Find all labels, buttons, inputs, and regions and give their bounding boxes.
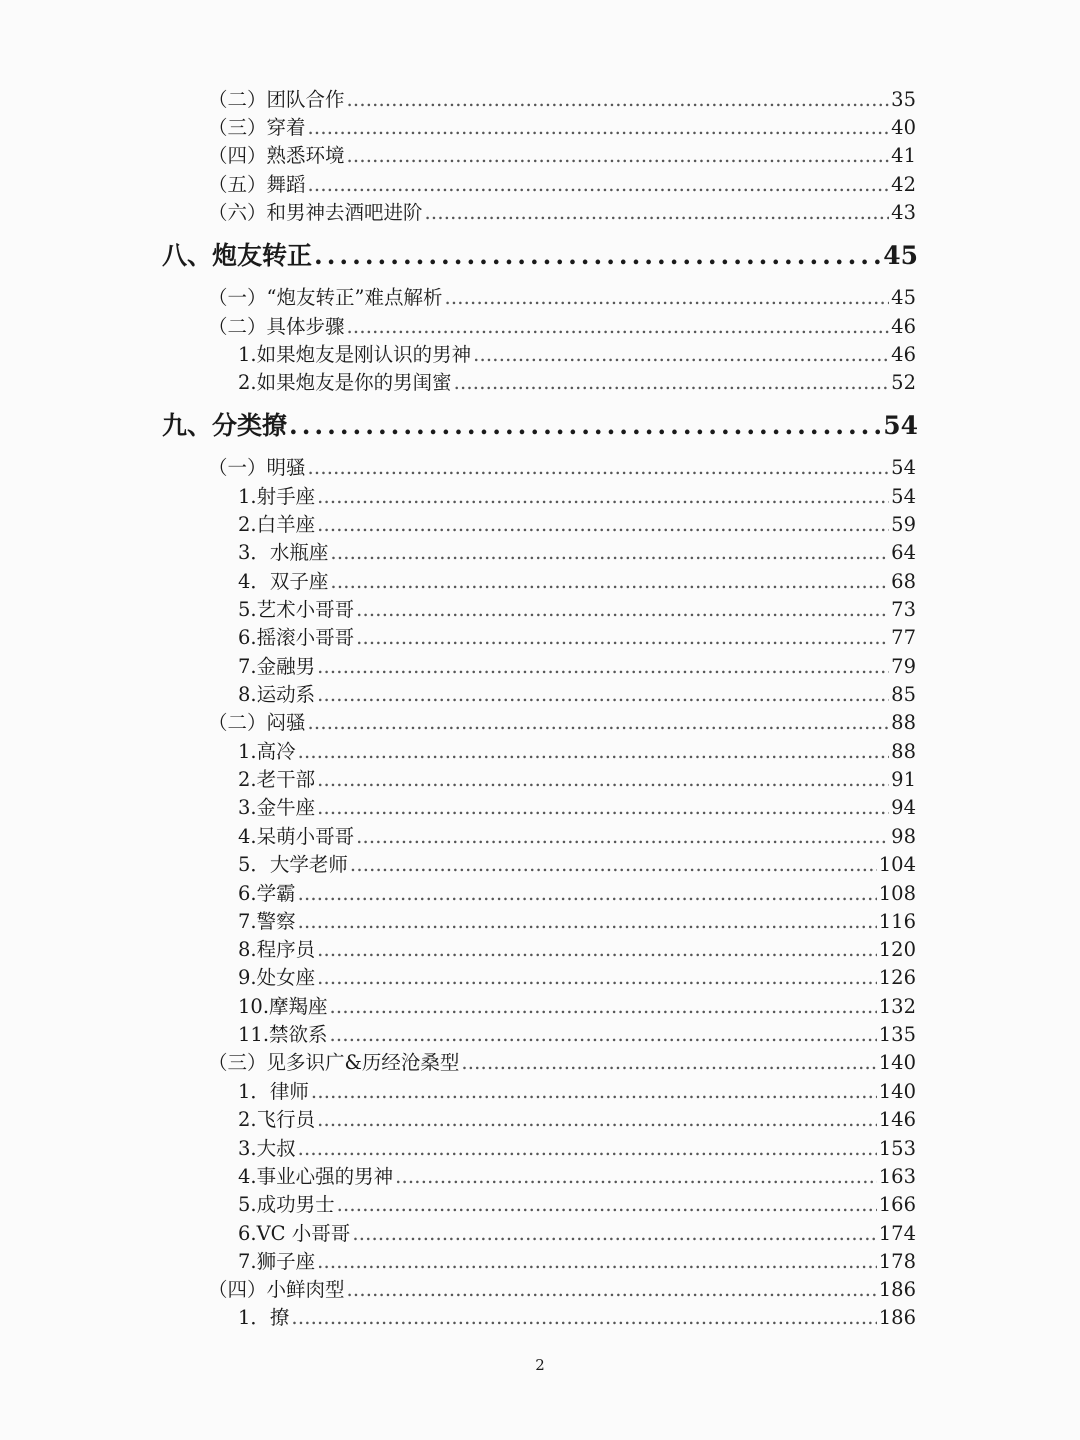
- toc-leader: [356, 596, 889, 624]
- toc-entry-page: 146: [878, 1108, 916, 1131]
- toc-leader: [314, 238, 881, 274]
- toc-entry-title: 3．水瓶座: [238, 541, 329, 564]
- toc-chapter[interactable]: [162, 238, 918, 274]
- toc-entry-page: 140: [878, 1051, 916, 1074]
- toc-leader: [330, 568, 889, 596]
- toc-entry-title: 4．双子座: [238, 570, 329, 593]
- toc-leader: [298, 880, 877, 908]
- toc-entry-title: （二）团队合作: [208, 88, 345, 111]
- toc-entry-title: （一）“炮友转正”难点解析: [208, 286, 443, 309]
- toc-entry-page: 140: [878, 1080, 916, 1103]
- toc-leader: [347, 142, 890, 170]
- toc-entry[interactable]: [238, 1191, 916, 1219]
- toc-entry-title: （五）舞蹈: [208, 173, 306, 196]
- toc-entry-page: 132: [878, 995, 916, 1018]
- toc-entry[interactable]: [208, 199, 916, 227]
- toc-leader: [308, 171, 890, 199]
- toc-leader: [337, 1191, 877, 1219]
- toc-leader: [317, 483, 889, 511]
- toc-leader: [347, 1276, 877, 1304]
- toc-leader: [317, 681, 889, 709]
- toc-leader: [347, 86, 890, 114]
- toc-leader: [454, 369, 890, 397]
- toc-entry-title: 8.程序员: [238, 938, 316, 961]
- toc-entry-title: 2.飞行员: [238, 1108, 316, 1131]
- toc-leader: [444, 284, 889, 312]
- toc-entry[interactable]: [238, 483, 916, 511]
- toc-entry-title: 8.运动系: [238, 683, 316, 706]
- toc-entry[interactable]: [238, 568, 916, 596]
- toc-entry[interactable]: [238, 653, 916, 681]
- toc-entry[interactable]: [238, 1078, 916, 1106]
- toc-entry-title: 11.禁欲系: [238, 1023, 328, 1046]
- toc-entry-page: 174: [878, 1222, 916, 1245]
- toc-entry-title: 1.射手座: [238, 485, 316, 508]
- toc-chapter-page: 54: [883, 411, 918, 440]
- toc-entry-title: （四）熟悉环境: [208, 144, 345, 167]
- toc-leader: [317, 653, 889, 681]
- toc-entry-title: 7.警察: [238, 910, 296, 933]
- toc-leader: [395, 1163, 877, 1191]
- toc-entry[interactable]: [208, 1049, 916, 1077]
- toc-entry-page: 178: [878, 1250, 916, 1273]
- toc-leader: [298, 738, 890, 766]
- toc-entry-title: （二）闷骚: [208, 711, 306, 734]
- toc-entry-title: 6.摇滚小哥哥: [238, 626, 355, 649]
- toc-entry[interactable]: [238, 539, 916, 567]
- toc-entry-title: （一）明骚: [208, 456, 306, 479]
- toc-leader: [330, 993, 877, 1021]
- toc-entry[interactable]: [208, 114, 916, 142]
- toc-leader: [317, 766, 889, 794]
- toc-entry[interactable]: [238, 738, 916, 766]
- toc-entry[interactable]: [238, 993, 916, 1021]
- toc-entry-page: 42: [891, 173, 916, 196]
- toc-entry-title: 6.学霸: [238, 882, 296, 905]
- toc-entry-title: 3.大叔: [238, 1137, 296, 1160]
- toc-leader: [289, 408, 881, 444]
- toc-entry[interactable]: [238, 964, 916, 992]
- toc-entry[interactable]: [238, 880, 916, 908]
- toc-leader: [308, 454, 890, 482]
- toc-entry[interactable]: [238, 1248, 916, 1276]
- toc-entry-title: 5．大学老师: [238, 853, 348, 876]
- toc-entry[interactable]: [238, 908, 916, 936]
- toc-entry-title: 5.艺术小哥哥: [238, 598, 355, 621]
- toc-entry[interactable]: [208, 1276, 916, 1304]
- toc-leader: [356, 624, 889, 652]
- toc-leader: [330, 1021, 877, 1049]
- toc-leader: [473, 341, 889, 369]
- toc-entry[interactable]: [238, 596, 916, 624]
- toc-entry-page: 104: [878, 853, 916, 876]
- toc-entry[interactable]: [208, 454, 916, 482]
- toc-entry-page: 52: [891, 371, 916, 394]
- toc-entry-page: 186: [878, 1278, 916, 1301]
- toc-entry-page: 54: [891, 456, 916, 479]
- toc-leader: [317, 964, 877, 992]
- toc-entry[interactable]: [238, 936, 916, 964]
- toc-entry-title: 10.摩羯座: [238, 995, 328, 1018]
- toc-entry-title: （三）穿着: [208, 116, 306, 139]
- toc-leader: [352, 1220, 876, 1248]
- toc-leader: [347, 313, 890, 341]
- toc-entry-title: 1.高冷: [238, 740, 296, 763]
- toc-leader: [298, 1135, 877, 1163]
- toc-entry[interactable]: [238, 1106, 916, 1134]
- toc-leader: [330, 539, 889, 567]
- toc-entry-title: 2.如果炮友是你的男闺蜜: [238, 371, 452, 394]
- toc-entry-page: 163: [878, 1165, 916, 1188]
- toc-leader: [317, 511, 889, 539]
- toc-leader: [308, 709, 890, 737]
- toc-entry[interactable]: [208, 86, 916, 114]
- toc-entry[interactable]: [208, 142, 916, 170]
- toc-entry[interactable]: [238, 681, 916, 709]
- toc-entry-page: 40: [891, 116, 916, 139]
- toc-entry[interactable]: [238, 1220, 916, 1248]
- toc-entry-title: 7.狮子座: [238, 1250, 316, 1273]
- toc-entry-title: 3.金牛座: [238, 796, 316, 819]
- page-number: 2: [535, 1356, 545, 1374]
- toc-chapter[interactable]: [162, 408, 918, 444]
- toc-chapter-title: 八、炮友转正: [162, 241, 313, 270]
- toc-leader: [317, 794, 889, 822]
- toc-entry-page: 46: [891, 315, 916, 338]
- toc-entry[interactable]: [208, 709, 916, 737]
- toc-leader: [461, 1049, 876, 1077]
- toc-entry-page: 77: [891, 626, 916, 649]
- toc-entry-title: 1．撩: [238, 1306, 290, 1329]
- toc-leader: [317, 936, 877, 964]
- toc-entry[interactable]: [238, 624, 916, 652]
- toc-entry-title: 1.如果炮友是刚认识的男神: [238, 343, 472, 366]
- toc-entry-page: 94: [891, 796, 916, 819]
- toc-entry[interactable]: [238, 794, 916, 822]
- toc-entry[interactable]: [208, 171, 916, 199]
- toc-entry-page: 54: [891, 485, 916, 508]
- toc-entry[interactable]: [238, 766, 916, 794]
- toc-entry[interactable]: [208, 313, 916, 341]
- toc-entry[interactable]: [208, 284, 916, 312]
- toc-entry-page: 88: [891, 711, 916, 734]
- toc-entry-page: 73: [891, 598, 916, 621]
- toc-entry-page: 46: [891, 343, 916, 366]
- toc-entry-page: 153: [878, 1137, 916, 1160]
- toc-leader: [291, 1304, 876, 1332]
- toc-entry-title: 4.呆萌小哥哥: [238, 825, 355, 848]
- toc-entry-page: 108: [878, 882, 916, 905]
- toc-entry-page: 186: [878, 1306, 916, 1329]
- toc-chapter-page: 45: [883, 241, 918, 270]
- toc-entry-page: 120: [878, 938, 916, 961]
- toc-leader: [350, 851, 877, 879]
- toc-entry-page: 116: [878, 910, 916, 933]
- toc-entry-page: 68: [891, 570, 916, 593]
- toc-entry[interactable]: [238, 369, 916, 397]
- toc-entry-title: 4.事业心强的男神: [238, 1165, 394, 1188]
- toc-entry[interactable]: [238, 1021, 916, 1049]
- toc-entry-page: 88: [891, 740, 916, 763]
- toc-entry[interactable]: [238, 511, 916, 539]
- toc-entry-title: （六）和男神去酒吧进阶: [208, 201, 423, 224]
- toc-leader: [311, 1078, 877, 1106]
- toc-entry-page: 91: [891, 768, 916, 791]
- toc-entry-page: 41: [891, 144, 916, 167]
- toc-entry-page: 98: [891, 825, 916, 848]
- toc-entry-page: 35: [891, 88, 916, 111]
- toc-entry[interactable]: [238, 1163, 916, 1191]
- toc-leader: [298, 908, 877, 936]
- toc-entry-page: 166: [878, 1193, 916, 1216]
- toc-entry-page: 59: [891, 513, 916, 536]
- toc-entry[interactable]: [238, 851, 916, 879]
- toc-entry-title: 2.老干部: [238, 768, 316, 791]
- toc-entry-title: （三）见多识广&历经沧桑型: [208, 1051, 460, 1074]
- toc-entry-page: 64: [891, 541, 916, 564]
- toc-entry[interactable]: [238, 823, 916, 851]
- toc-entry-title: 1．律师: [238, 1080, 309, 1103]
- toc-entry[interactable]: [238, 1304, 916, 1332]
- toc-entry-page: 126: [878, 966, 916, 989]
- toc-entry-page: 135: [878, 1023, 916, 1046]
- toc-entry-title: （二）具体步骤: [208, 315, 345, 338]
- toc-entry-title: 5.成功男士: [238, 1193, 335, 1216]
- toc-leader: [308, 114, 890, 142]
- toc-entry-title: 6.VC 小哥哥: [238, 1222, 351, 1245]
- toc-leader: [317, 1106, 877, 1134]
- toc-entry-title: 9.处女座: [238, 966, 316, 989]
- toc-leader: [317, 1248, 877, 1276]
- toc-chapter-title: 九、分类撩: [162, 411, 288, 440]
- toc-entry-page: 85: [891, 683, 916, 706]
- toc-entry-page: 45: [891, 286, 916, 309]
- toc-entry-title: 2.白羊座: [238, 513, 316, 536]
- toc-leader: [425, 199, 890, 227]
- toc-entry-title: （四）小鲜肉型: [208, 1278, 345, 1301]
- toc-entry-page: 79: [891, 655, 916, 678]
- toc-entry[interactable]: [238, 341, 916, 369]
- toc-entry-page: 43: [891, 201, 916, 224]
- toc-entry[interactable]: [238, 1135, 916, 1163]
- toc-entry-title: 7.金融男: [238, 655, 316, 678]
- toc-leader: [356, 823, 889, 851]
